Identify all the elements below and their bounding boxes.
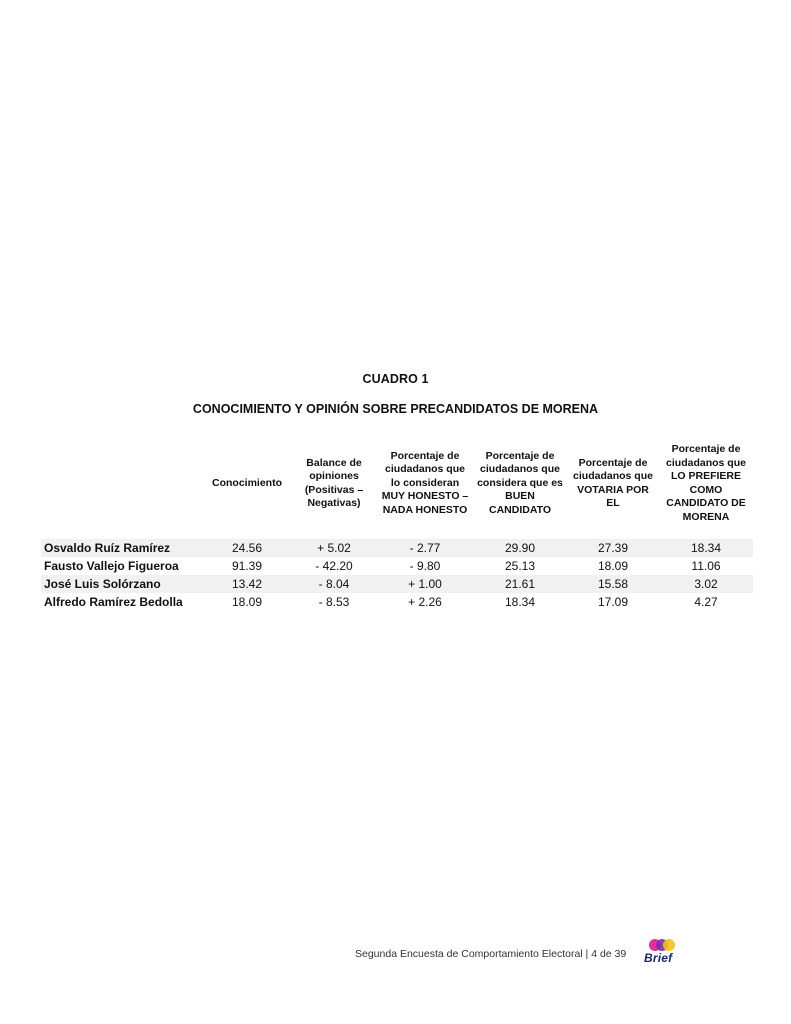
table-number: CUADRO 1 <box>362 372 429 386</box>
table-cell: + 5.02 <box>291 539 377 557</box>
table-cell: - 9.80 <box>409 559 441 573</box>
table-cell: 21.61 <box>473 575 567 593</box>
table-cell: 11.06 <box>691 559 721 573</box>
table-cell: - 42.20 <box>315 559 353 573</box>
table-row <box>41 539 753 557</box>
brief-logo-text: Brief <box>644 951 673 965</box>
table-cell: 18.34 <box>504 595 536 609</box>
candidate-name: José Luis Solórzano <box>41 575 203 593</box>
footer-text: Segunda Encuesta de Comportamiento Electoral | 4 de 39 <box>355 948 627 960</box>
header-cell: Porcentaje de ciudadanos que LO PREFIERE COMO CANDIDATO DE MORENA <box>666 443 746 523</box>
header-cell: Porcentaje de ciudadanos que VOTARIA POR EL <box>573 456 653 509</box>
candidate-name: Osvaldo Ruíz Ramírez <box>41 539 203 557</box>
table-cell: - 8.53 <box>318 595 350 609</box>
table-cell: 29.90 <box>473 539 567 557</box>
brief-logo <box>643 938 683 968</box>
table-cell: 3.02 <box>659 575 753 593</box>
table-cell: 24.56 <box>203 539 291 557</box>
table-cell: 18.09 <box>597 559 629 573</box>
table-cell: 4.27 <box>694 595 718 609</box>
data-table <box>41 430 753 611</box>
table-cell: 18.34 <box>659 539 753 557</box>
table-cell: - 8.04 <box>291 575 377 593</box>
table-row <box>41 557 753 575</box>
table-cell: 18.09 <box>231 595 263 609</box>
header-row <box>41 430 753 539</box>
table-row <box>41 593 753 611</box>
header-cell: Conocimiento <box>212 476 282 489</box>
table-cell: 17.09 <box>597 595 629 609</box>
candidate-name: Alfredo Ramírez Bedolla <box>44 595 183 609</box>
table-cell: + 1.00 <box>377 575 473 593</box>
table-cell: 25.13 <box>504 559 536 573</box>
table-title: CONOCIMIENTO Y OPINIÓN SOBRE PRECANDIDATOS DE MORENA <box>192 402 599 416</box>
candidate-name: Fausto Vallejo Figueroa <box>44 559 179 573</box>
table-row <box>41 575 753 593</box>
table-cell: 27.39 <box>567 539 659 557</box>
header-cell: Balance de opiniones (Positivas – Negativas) <box>304 456 364 509</box>
table-cell: 13.42 <box>203 575 291 593</box>
header-cell: Porcentaje de ciudadanos que lo consideran MUY HONESTO – NADA HONESTO <box>381 449 469 516</box>
brief-logo-mark-icon <box>647 938 677 952</box>
table-cell: 91.39 <box>231 559 263 573</box>
table-cell: + 2.26 <box>408 595 442 609</box>
header-cell <box>41 430 203 539</box>
table-cell: - 2.77 <box>377 539 473 557</box>
table-cell: 15.58 <box>567 575 659 593</box>
header-cell: Porcentaje de ciudadanos que considera que es BUEN CANDIDATO <box>477 449 563 516</box>
